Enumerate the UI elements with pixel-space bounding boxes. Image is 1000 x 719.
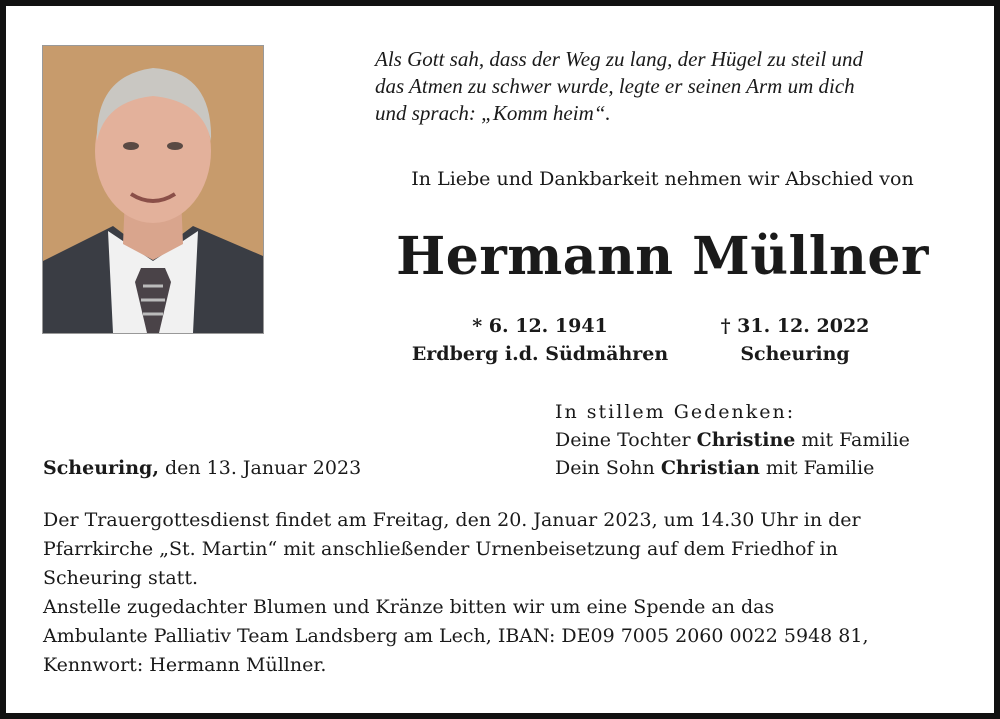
poem-line: und sprach: „Komm heim“. <box>375 101 611 125</box>
portrait-photo <box>42 45 264 334</box>
poem <box>375 46 965 127</box>
service-notice <box>43 506 973 680</box>
mourners-block <box>555 398 910 482</box>
notice-line: Scheuring statt. <box>43 567 198 589</box>
notice-line: Ambulante Palliativ Team Landsberg am Lech, IBAN: DE09 7005 2060 0022 5948 81, <box>43 625 869 647</box>
mourner-relation: Dein Sohn <box>555 457 661 479</box>
place: Scheuring, <box>43 457 159 479</box>
birth-date: * 6. 12. 1941 <box>472 315 608 337</box>
death-date: † 31. 12. 2022 <box>720 315 870 337</box>
mourners-title: In stillem Gedenken: <box>555 401 796 423</box>
mourner-line <box>555 426 910 454</box>
death-info <box>690 312 900 368</box>
date: den 13. Januar 2023 <box>158 457 362 479</box>
notice-line: Anstelle zugedachter Blumen und Kränze bitten wir um eine Spende an das <box>43 596 775 618</box>
mourner-suffix: mit Familie <box>759 457 875 479</box>
mourner-name: Christine <box>696 429 796 451</box>
deceased-name: Hermann Müllner <box>396 226 929 287</box>
intro-text: In Liebe und Dankbarkeit nehmen wir Abschied von <box>411 168 914 190</box>
notice-line: Der Trauergottesdienst findet am Freitag, den 20. Januar 2023, um 14.30 Uhr in der <box>43 509 861 531</box>
poem-line: das Atmen zu schwer wurde, legte er seinen Arm um dich <box>375 74 855 98</box>
death-place: Scheuring <box>740 343 850 365</box>
mourner-suffix: mit Familie <box>795 429 910 451</box>
mourner-name: Christian <box>660 457 760 479</box>
notice-line: Pfarrkirche „St. Martin“ mit anschließender Urnenbeisetzung auf dem Friedhof in <box>43 538 838 560</box>
birth-place: Erdberg i.d. Südmähren <box>411 343 669 365</box>
poem-line: Als Gott sah, dass der Weg zu lang, der Hügel zu steil und <box>375 47 864 71</box>
birth-info <box>395 312 685 368</box>
place-date <box>43 457 361 479</box>
mourner-relation: Deine Tochter <box>555 429 697 451</box>
mourner-line <box>555 454 910 482</box>
notice-line: Kennwort: Hermann Müllner. <box>43 654 327 676</box>
